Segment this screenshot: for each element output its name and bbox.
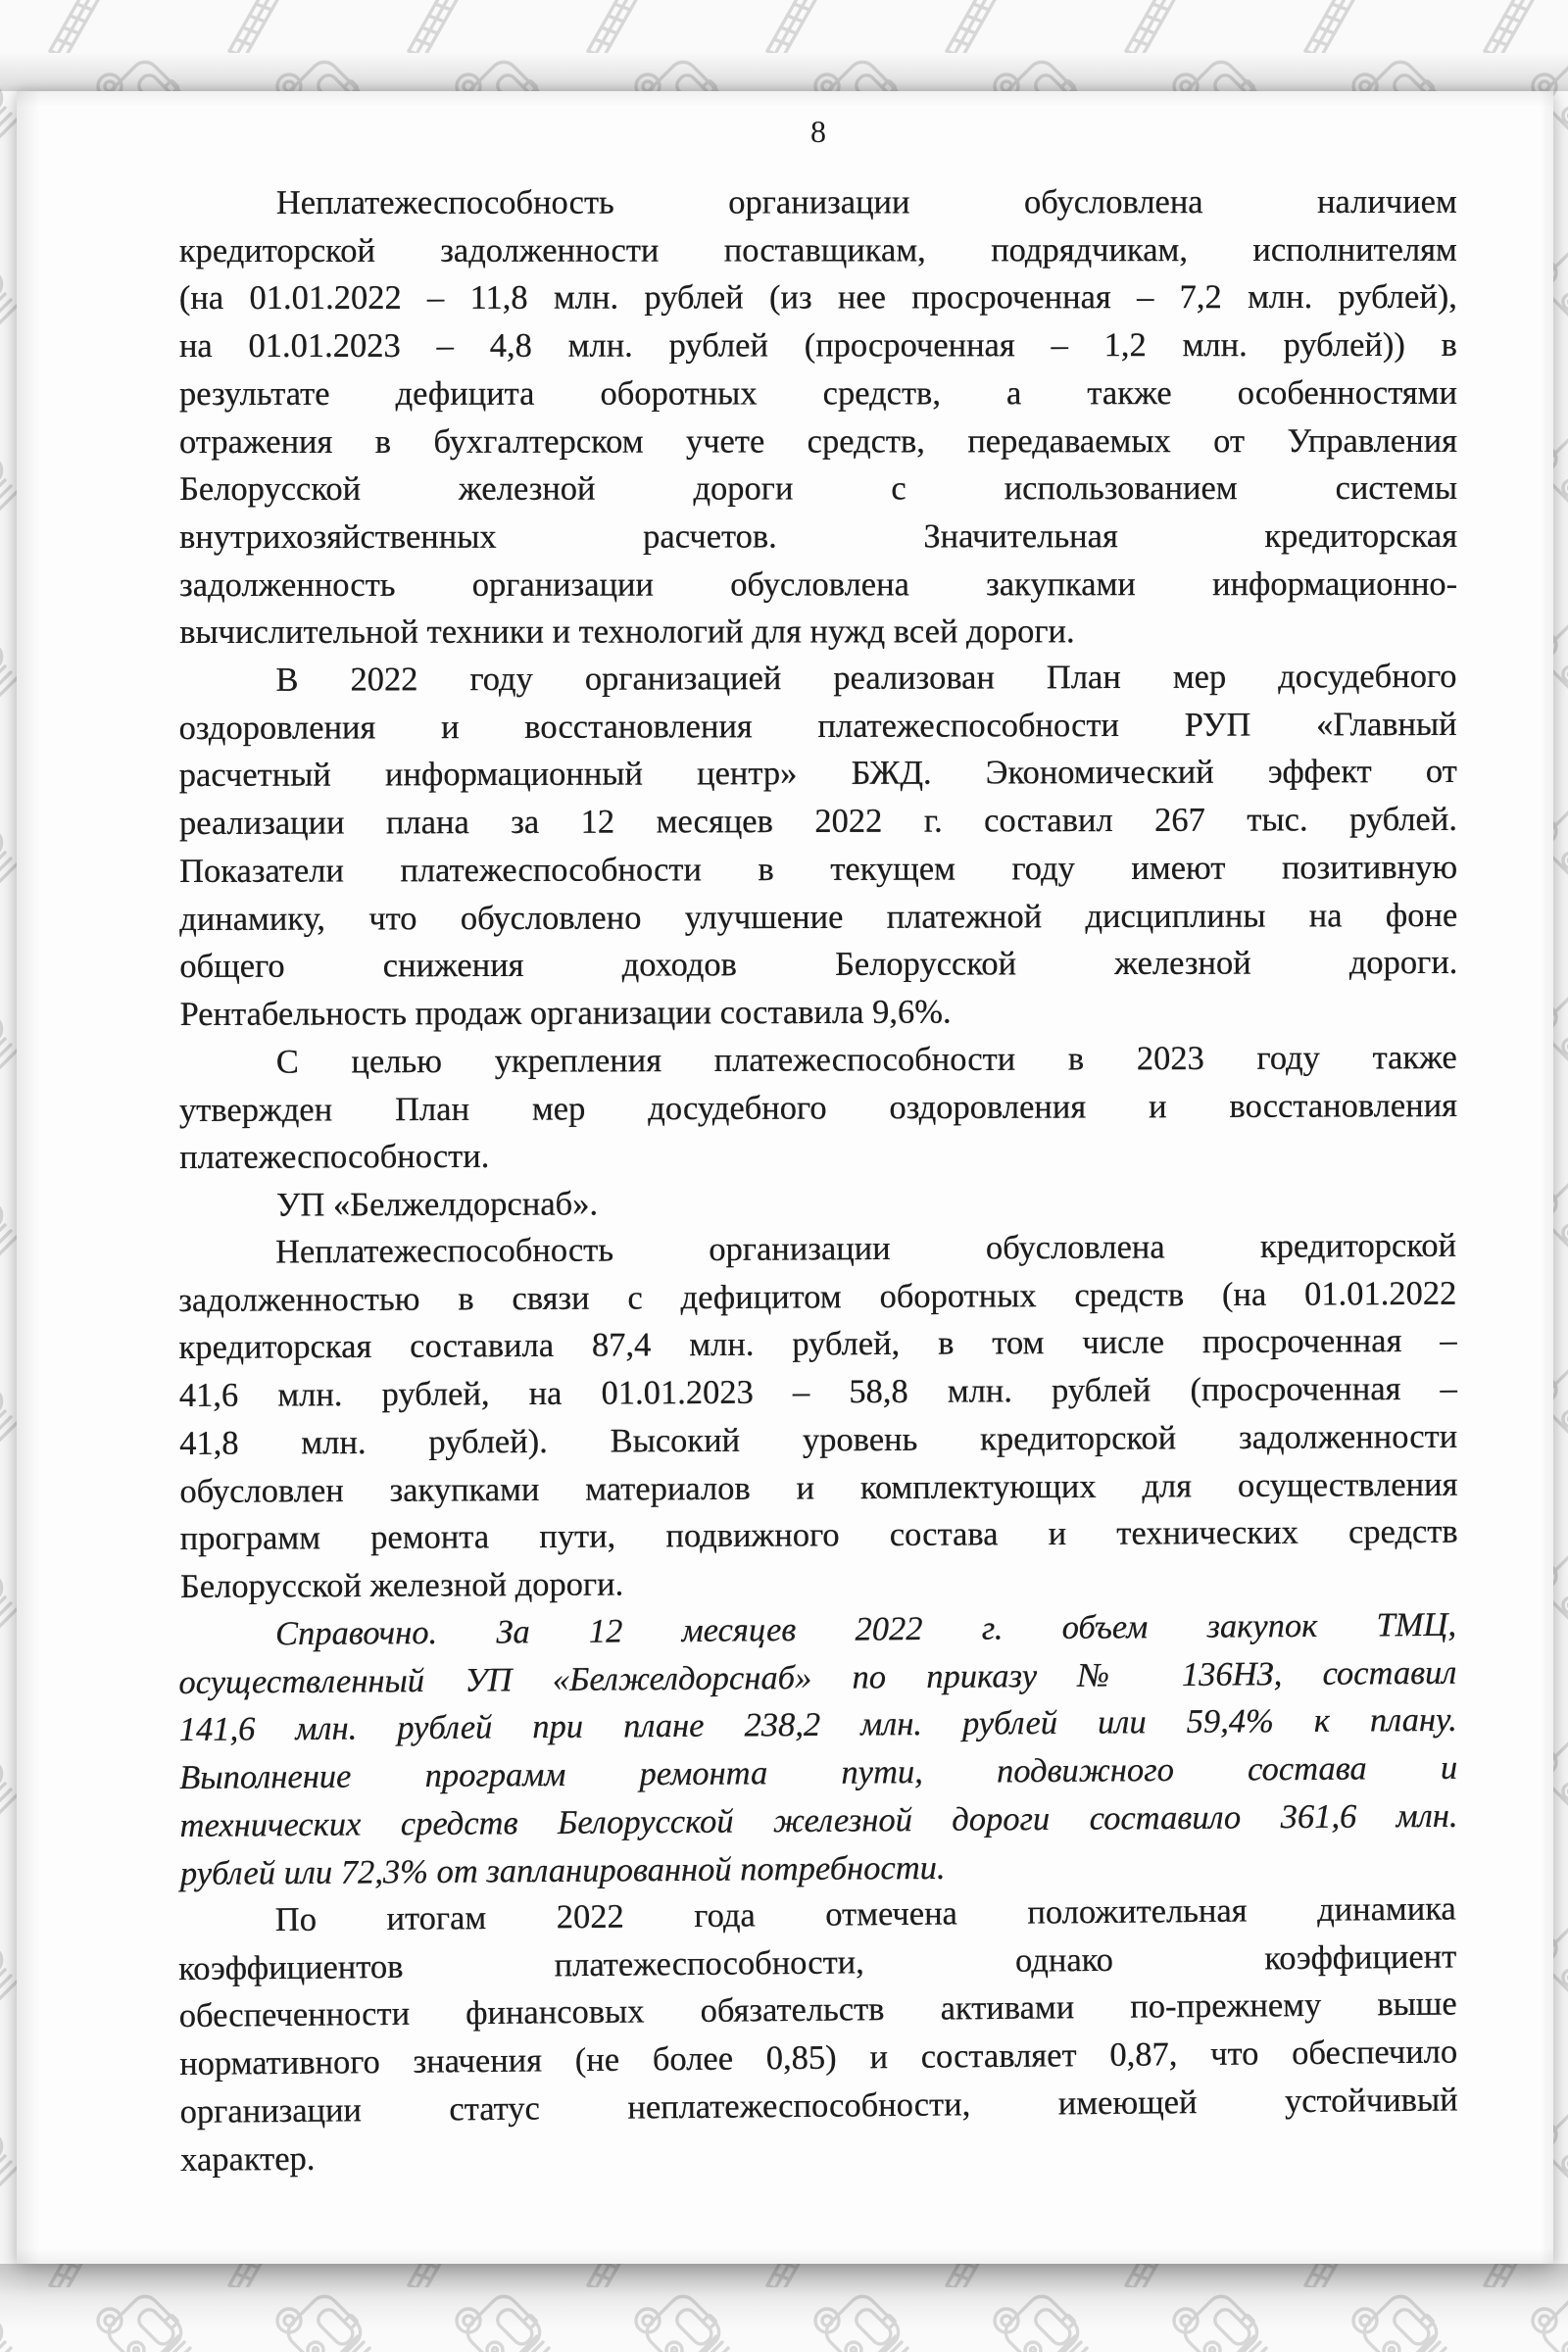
train-diamond-icon	[0, 1360, 17, 1452]
text-line: платежеспособности.	[179, 1137, 490, 1177]
train-diamond-icon	[0, 429, 17, 521]
document-text	[179, 179, 1457, 2184]
text-line: нормативного значения (не более 0,85) и составляет 0,87, что обеспечило	[179, 2033, 1458, 2083]
document-page	[17, 91, 1553, 2264]
text-line: динамику, что обусловлено улучшение платежной дисциплины на фоне	[179, 896, 1458, 938]
track-ladder-icon	[409, 0, 458, 57]
text-line: общего снижения доходов Белорусской железной дороги.	[179, 944, 1458, 986]
paragraph	[179, 178, 1457, 657]
train-diamond-icon	[0, 988, 17, 1080]
train-diamond-icon	[0, 1733, 17, 1825]
text-line: Белорусской железной дороги с использованием системы	[179, 469, 1458, 509]
text-line: характер.	[179, 2139, 316, 2179]
text-line: утвержден План мер досудебного оздоровления и восстановления	[178, 1086, 1458, 1129]
text-line: коэффициентов платежеспособности, однако коэффициент	[178, 1937, 1457, 1988]
text-line: Неплатежеспособность организации обусловлена кредиторской	[274, 1227, 1457, 1271]
text-line: Справочно. За 12 месяцев 2022 г. объем закупок ТМЦ,	[274, 1605, 1457, 1653]
track-ladder-icon	[767, 0, 816, 57]
text-line: обеспеченности финансовых обязательств активами по-прежнему выше	[178, 1985, 1457, 2035]
text-line: Показатели платежеспособности в текущем году имеют позитивную	[179, 848, 1458, 890]
text-line: результате дефицита оборотных средств, а также особенностями	[178, 373, 1457, 413]
scan-edge-shading-bottom	[17, 2248, 1553, 2264]
text-line: Белорусской железной дороги.	[179, 1565, 624, 1606]
text-line: По итогам 2022 года отмечена положительная динамика	[274, 1889, 1456, 1939]
text-line: рублей или 72,3% от запланированной потребности.	[179, 1848, 946, 1892]
text-line: организации статус неплатежеспособности, имеющей устойчивый	[179, 2081, 1458, 2132]
text-line: 141,6 млн. рублей при плане 238,2 млн. рублей или 59,4% к плану.	[178, 1701, 1457, 1749]
text-line: задолженностью в связи с дефицитом оборотных средств (на 01.01.2022	[178, 1274, 1457, 1320]
text-line: Выполнение программ ремонта пути, подвижного состава и	[179, 1748, 1458, 1797]
track-ladder-icon	[1485, 0, 1534, 57]
text-line: на 01.01.2023 – 4,8 млн. рублей (просроченная – 1,2 млн. рублей)) в	[178, 325, 1457, 366]
page-content	[179, 109, 1457, 2184]
text-line: УП «Белжелдорснаб».	[275, 1185, 599, 1224]
paragraph	[179, 1034, 1458, 1182]
scan-edge-shading-top	[17, 91, 1553, 107]
text-line: 41,8 млн. рублей). Высокий уровень кредиторской задолженности	[179, 1417, 1458, 1463]
text-line: задолженность организации обусловлена закупками информационно-	[179, 564, 1458, 604]
text-line: 41,6 млн. рублей, на 01.01.2023 – 58,8 млн. рублей (просроченная –	[178, 1370, 1457, 1415]
page-bottom-shadow	[0, 2264, 1568, 2328]
page-top-shadow	[0, 52, 1568, 91]
text-line: кредиторской задолженности поставщикам, подрядчикам, исполнителям	[178, 230, 1457, 270]
text-line: (на 01.01.2022 – 11,8 млн. рублей (из нее просроченная – 7,2 млн. рублей),	[178, 278, 1457, 318]
text-line: кредиторская составила 87,4 млн. рублей, в том числе просроченная –	[178, 1322, 1457, 1367]
paragraph	[178, 1886, 1459, 2184]
track-ladder-icon	[947, 0, 996, 57]
train-diamond-icon	[0, 1174, 17, 1266]
paragraph	[178, 1222, 1458, 1611]
text-line: С целью укрепления платежеспособности в 2023 году также	[275, 1038, 1457, 1081]
text-line: реализации плана за 12 месяцев 2022 г. составил 267 тыс. рублей.	[178, 801, 1457, 843]
scan-edge-shading-right	[1540, 91, 1553, 2264]
train-diamond-icon	[0, 1919, 17, 2011]
text-line: обусловлен закупками материалов и комплектующих для осуществления	[179, 1465, 1458, 1510]
track-ladder-icon	[50, 0, 99, 57]
train-diamond-icon	[0, 802, 17, 894]
scan-edge-shading-left	[17, 91, 40, 2264]
text-line: В 2022 году организацией реализован План мер досудебного	[275, 657, 1457, 699]
track-ladder-icon	[229, 0, 278, 57]
text-line: Неплатежеспособность организации обусловлена наличием	[275, 182, 1457, 221]
text-line: вычислительной техники и технологий для нужд всей дороги.	[179, 612, 1075, 652]
track-ladder-icon	[1305, 0, 1354, 57]
text-line: оздоровления и восстановления платежеспособности РУП «Главный	[178, 705, 1457, 747]
track-ladder-icon	[1126, 0, 1175, 57]
paragraph	[179, 1177, 1457, 1230]
train-diamond-icon	[0, 2105, 17, 2197]
track-ladder-icon	[588, 0, 637, 57]
paragraph	[178, 653, 1457, 1039]
text-line: программ ремонта пути, подвижного состава и технических средств	[179, 1513, 1458, 1558]
text-line: расчетный информационный центр» БЖД. Экономический эффект от	[178, 753, 1457, 795]
train-diamond-icon	[0, 615, 17, 708]
text-line: Рентабельность продаж организации составила 9,6%.	[179, 993, 952, 1033]
text-line: технических средств Белорусской железной дороги составило 361,6 млн.	[179, 1796, 1458, 1844]
text-line: осуществленный УП «Белжелдорснаб» по приказу № 136НЗ, составил	[178, 1653, 1457, 1701]
text-line: внутрихозяйственных расчетов. Значительная кредиторская	[179, 516, 1458, 556]
train-diamond-icon	[0, 243, 17, 335]
paragraph	[178, 1601, 1458, 1897]
page-number: 8	[810, 114, 826, 149]
text-line: отражения в бухгалтерском учете средств, передаваемых от Управления	[179, 421, 1458, 461]
train-diamond-icon	[0, 1546, 17, 1639]
